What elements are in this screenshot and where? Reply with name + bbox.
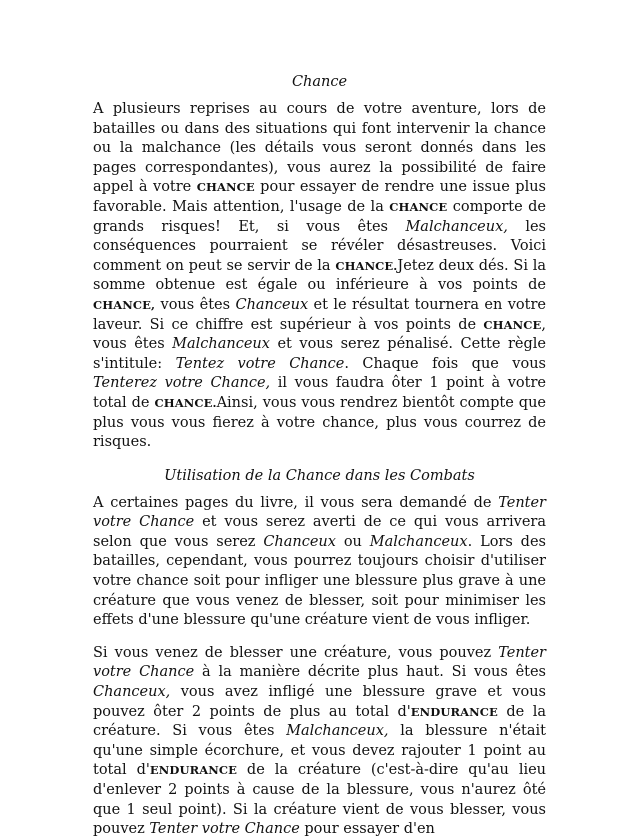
text-run: et vous serez pénalisé. Cette règle s'intitule: <box>93 336 546 372</box>
stat-keyword: CHANCE, <box>93 297 156 312</box>
stat-keyword: ENDURANCE <box>149 763 237 778</box>
text-run: Si vous venez de blesser une créature, vous pouvez <box>93 644 499 661</box>
stat-keyword: CHANCE <box>196 180 255 195</box>
paragraph-combat-intro <box>93 494 546 631</box>
paragraph-combat-wounds <box>93 644 546 840</box>
stat-keyword: ENDURANCE <box>410 704 498 719</box>
italic-term: Chanceux <box>235 296 309 313</box>
stat-keyword: CHANCE. <box>335 258 398 273</box>
text-run: pour essayer d'en <box>299 821 435 838</box>
italic-term: Malchanceux, <box>286 723 389 740</box>
italic-term: Tenter votre Chance <box>149 821 300 838</box>
italic-term: Chanceux, <box>93 684 171 701</box>
text-run: de la créature. Si vous êtes <box>93 703 546 740</box>
text-run: , vous êtes <box>93 316 546 353</box>
italic-term: Tentez votre Chance <box>175 355 345 372</box>
text-run: il vous faudra ôter 1 point à votre total de <box>93 375 546 411</box>
text-run: Ainsi, vous vous rendrez bientôt compte que plus vous vous fierez à votre chance, plus vous courrez de risques. <box>93 394 546 451</box>
paragraph-chance-rules <box>93 100 546 453</box>
italic-term: Malchanceux, <box>405 218 508 235</box>
italic-term: Tenterez votre Chance, <box>93 375 271 392</box>
text-run: A plusieurs reprises au cours de votre aventure, lors de batailles ou dans des situations qui font intervenir la chance ou la malchance (les détails vous seront donnés dans les pages correspondantes), vous aurez la possibilité de faire appel à votre <box>93 101 546 196</box>
italic-term: Chanceux <box>263 533 336 550</box>
text-run: A certaines pages du livre, il vous sera demandé de <box>93 494 499 511</box>
italic-term: Malchanceux <box>172 336 270 353</box>
section-subtitle: Utilisation de la Chance dans les Combats <box>164 467 475 484</box>
italic-term: Tenter votre Chance <box>93 644 546 681</box>
italic-term: Tenter votre Chance <box>93 494 546 531</box>
text-run: . Lors des batailles, cependant, vous pourrez toujours choisir d'utiliser votre chance soit pour infliger une blessure plus grave à une créature que vous venez de blesser, soit pour minimiser les effets d'une blessure qu'une créature vient de vous infliger. <box>93 533 546 629</box>
stat-keyword: CHANCE <box>389 199 448 214</box>
stat-keyword: CHANCE. <box>154 395 217 410</box>
text-run: ou <box>335 533 370 550</box>
page-heading: Chance <box>291 74 348 90</box>
text-run: à la manière décrite plus haut. Si vous êtes <box>194 664 546 681</box>
text-run: comporte de grands risques! Et, si vous êtes <box>93 198 546 235</box>
text-run: et le résultat tournera en votre laveur. Si ce chiffre est supérieur à vos points de <box>93 296 547 333</box>
text-run: pour essayer de rendre une issue plus favorable. Mais attention, l'usage de la <box>93 179 546 215</box>
text-run: Jetez deux dés. Si la somme obtenue est égale ou inférieure à vos points de <box>93 257 546 294</box>
text-run: la blessure n'était qu'une simple écorchure, et vous devez rajouter 1 point au total d' <box>93 723 546 779</box>
italic-term: Malchanceux <box>369 533 468 550</box>
stat-keyword: CHANCE <box>483 317 542 332</box>
text-run: vous êtes <box>155 296 236 313</box>
text-run: les conséquences pourraient se révéler désastreuses. Voici comment on peut se servir de la <box>93 218 546 274</box>
text-run: vous avez infligé une blessure grave et vous pouvez ôter 2 points de plus au total d' <box>93 684 546 720</box>
text-run: de la créature (c'est-à-dire qu'au lieu d'enlever 2 points à cause de la blessure, vous n'aurez ôté que 1 seul point). Si la créature vient de vous blesser, vous pouvez <box>93 762 547 838</box>
text-run: . Chaque fois que vous <box>344 355 546 372</box>
text-run: et vous serez averti de ce qui vous arrivera selon que vous serez <box>93 514 546 550</box>
